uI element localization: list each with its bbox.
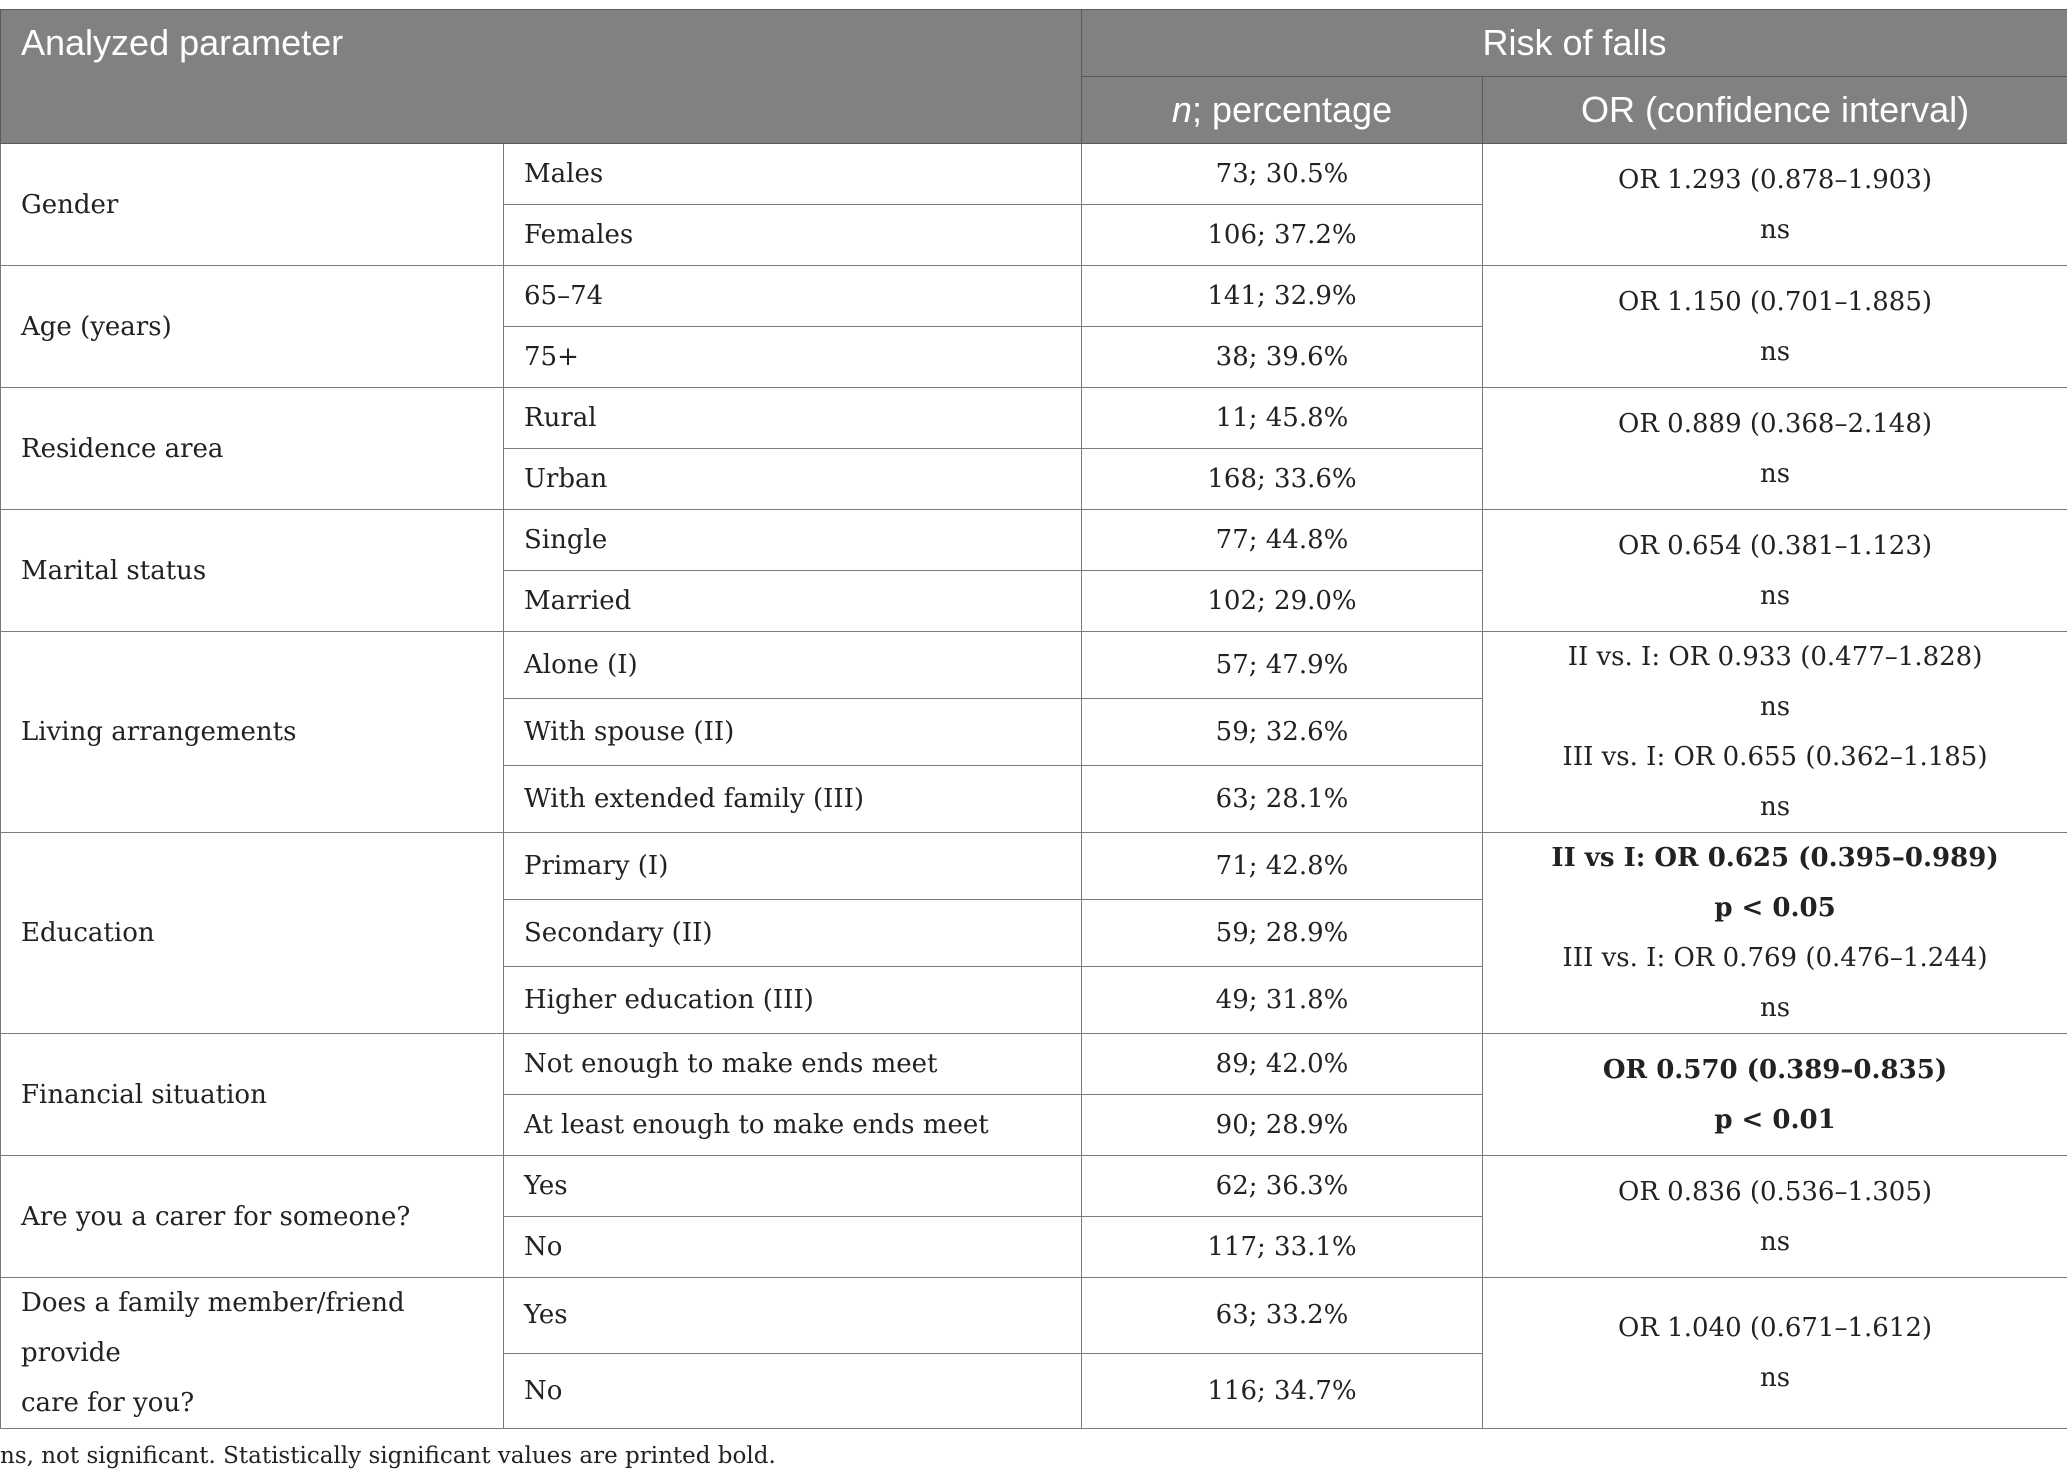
or-value: OR 1.150 (0.701–1.885) <box>1618 286 1933 317</box>
category-cell: At least enough to make ends meet <box>504 1095 1082 1156</box>
significance: ns <box>1759 993 1791 1023</box>
n-percentage-cell: 11; 45.8% <box>1082 388 1483 449</box>
significance: ns <box>1759 692 1791 722</box>
category-cell: Males <box>504 144 1082 205</box>
or-cell-financial <box>1483 1034 2067 1156</box>
header-analyzed-parameter: Analyzed parameter <box>1 10 1082 144</box>
significance: ns <box>1759 580 1791 611</box>
or-cell-living <box>1483 632 2067 833</box>
n-percentage-cell: 63; 28.1% <box>1082 766 1483 833</box>
table-header <box>1 10 2067 144</box>
param-family-care <box>1 1278 504 1429</box>
category-cell: Not enough to make ends meet <box>504 1034 1082 1095</box>
category-cell: Secondary (II) <box>504 900 1082 967</box>
category-cell: Yes <box>504 1278 1082 1354</box>
or-cell-residence <box>1483 388 2067 510</box>
or-value: OR 0.836 (0.536–1.305) <box>1618 1176 1933 1207</box>
category-cell: With extended family (III) <box>504 766 1082 833</box>
n-percentage-cell: 62; 36.3% <box>1082 1156 1483 1217</box>
or-value-significant: OR 0.570 (0.389–0.835) <box>1602 1054 1948 1085</box>
param-education: Education <box>1 833 504 1034</box>
category-cell: Alone (I) <box>504 632 1082 699</box>
n-percentage-cell: 49; 31.8% <box>1082 967 1483 1034</box>
category-cell: Higher education (III) <box>504 967 1082 1034</box>
or-cell-age <box>1483 266 2067 388</box>
significance: ns <box>1759 336 1791 367</box>
or-cell-gender <box>1483 144 2067 266</box>
param-living-arrangements: Living arrangements <box>1 632 504 833</box>
category-cell: 65–74 <box>504 266 1082 327</box>
category-cell: No <box>504 1217 1082 1278</box>
table-row <box>1 144 2067 205</box>
param-gender: Gender <box>1 144 504 266</box>
category-cell: Primary (I) <box>504 833 1082 900</box>
n-percentage-cell: 57; 47.9% <box>1082 632 1483 699</box>
table-row <box>1 833 2067 900</box>
category-cell: Married <box>504 571 1082 632</box>
param-marital-status: Marital status <box>1 510 504 632</box>
or-value: OR 1.040 (0.671–1.612) <box>1618 1313 1933 1343</box>
table-footnote: ns, not significant. Statistically significant values are printed bold. <box>0 1443 776 1469</box>
n-percentage-cell: 168; 33.6% <box>1082 449 1483 510</box>
n-percentage-cell: 59; 28.9% <box>1082 900 1483 967</box>
n-percentage-cell: 90; 28.9% <box>1082 1095 1483 1156</box>
category-cell: Urban <box>504 449 1082 510</box>
category-cell: Yes <box>504 1156 1082 1217</box>
table-body <box>1 144 2067 1429</box>
param-financial-situation: Financial situation <box>1 1034 504 1156</box>
header-n-rest: ; percentage <box>1191 89 1393 130</box>
risk-of-falls-table <box>0 9 2067 1429</box>
or-cell-marital <box>1483 510 2067 632</box>
or-cell-family-care <box>1483 1278 2067 1429</box>
significance-significant: p < 0.05 <box>1714 893 1836 923</box>
table-row <box>1 510 2067 571</box>
n-percentage-cell: 106; 37.2% <box>1082 205 1483 266</box>
or-value: OR 1.293 (0.878–1.903) <box>1618 164 1933 195</box>
significance-significant: p < 0.01 <box>1714 1104 1836 1135</box>
n-percentage-cell: 59; 32.6% <box>1082 699 1483 766</box>
n-percentage-cell: 63; 33.2% <box>1082 1278 1483 1354</box>
or-value: OR 0.889 (0.368–2.148) <box>1618 408 1933 439</box>
table-row <box>1 1278 2067 1354</box>
or-value: OR 0.654 (0.381–1.123) <box>1618 530 1933 561</box>
or-value-significant: II vs I: OR 0.625 (0.395–0.989) <box>1551 843 1999 873</box>
or-value: II vs. I: OR 0.933 (0.477–1.828) <box>1567 642 1983 672</box>
category-cell: 75+ <box>504 327 1082 388</box>
table-row <box>1 1156 2067 1217</box>
header-or-ci: OR (confidence interval) <box>1483 77 2067 144</box>
category-cell: No <box>504 1353 1082 1429</box>
category-cell: Single <box>504 510 1082 571</box>
param-age: Age (years) <box>1 266 504 388</box>
significance: ns <box>1759 792 1791 822</box>
param-label-line: Does a family member/friend provide <box>21 1288 405 1368</box>
header-risk-of-falls: Risk of falls <box>1082 10 2067 77</box>
n-percentage-cell: 141; 32.9% <box>1082 266 1483 327</box>
category-cell: Females <box>504 205 1082 266</box>
header-row-1 <box>1 10 2067 77</box>
header-n-italic: n <box>1171 89 1192 130</box>
n-percentage-cell: 71; 42.8% <box>1082 833 1483 900</box>
significance: ns <box>1759 1363 1791 1393</box>
n-percentage-cell: 89; 42.0% <box>1082 1034 1483 1095</box>
param-carer: Are you a carer for someone? <box>1 1156 504 1278</box>
or-cell-carer <box>1483 1156 2067 1278</box>
or-value: III vs. I: OR 0.769 (0.476–1.244) <box>1562 943 1988 973</box>
n-percentage-cell: 116; 34.7% <box>1082 1353 1483 1429</box>
header-n-percentage <box>1082 77 1483 144</box>
table-row <box>1 1034 2067 1095</box>
n-percentage-cell: 102; 29.0% <box>1082 571 1483 632</box>
n-percentage-cell: 38; 39.6% <box>1082 327 1483 388</box>
or-cell-education <box>1483 833 2067 1034</box>
table-row <box>1 266 2067 327</box>
table-row <box>1 388 2067 449</box>
n-percentage-cell: 77; 44.8% <box>1082 510 1483 571</box>
significance: ns <box>1759 214 1791 245</box>
significance: ns <box>1759 458 1791 489</box>
significance: ns <box>1759 1226 1791 1257</box>
n-percentage-cell: 117; 33.1% <box>1082 1217 1483 1278</box>
table-row <box>1 632 2067 699</box>
category-cell: With spouse (II) <box>504 699 1082 766</box>
param-label-line: care for you? <box>21 1388 195 1418</box>
category-cell: Rural <box>504 388 1082 449</box>
param-residence-area: Residence area <box>1 388 504 510</box>
n-percentage-cell: 73; 30.5% <box>1082 144 1483 205</box>
results-table-container <box>0 9 2067 1429</box>
or-value: III vs. I: OR 0.655 (0.362–1.185) <box>1562 742 1988 772</box>
